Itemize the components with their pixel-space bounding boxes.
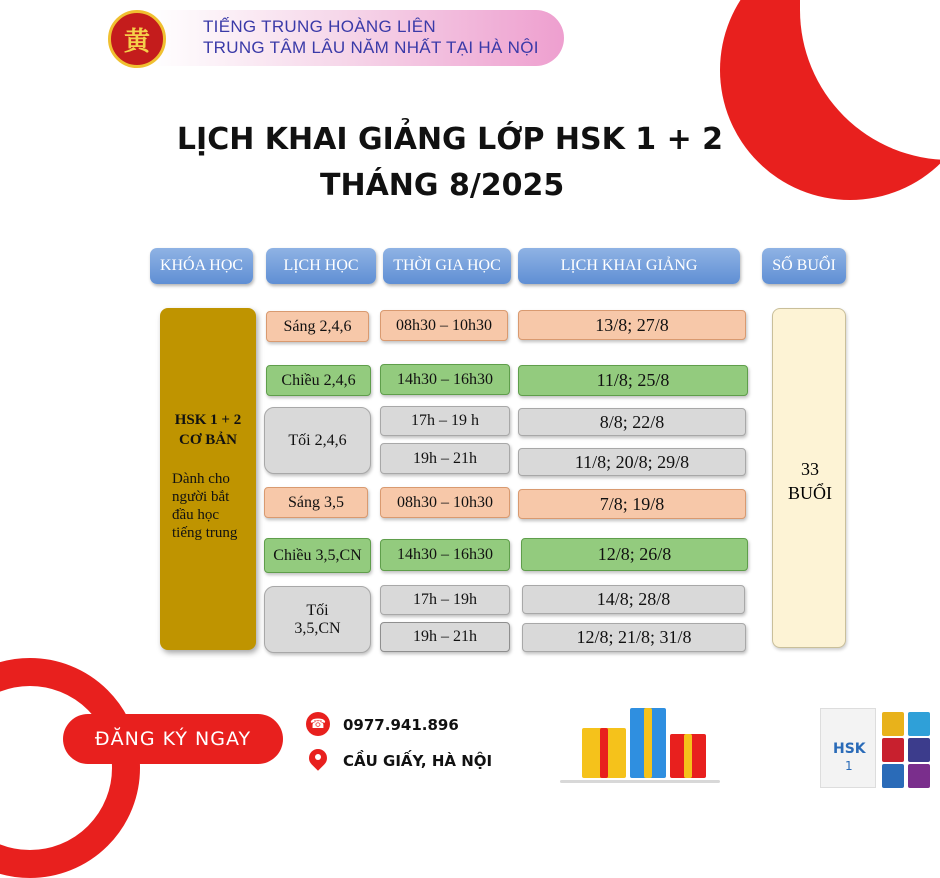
schedule-line1: Tối [306, 601, 329, 619]
book-icon [882, 738, 904, 762]
phone-icon: ☎ [306, 712, 330, 736]
brand-name: TIẾNG TRUNG HOÀNG LIÊN [203, 17, 436, 36]
time-cell: 08h30 – 10h30 [380, 310, 508, 341]
gift-boxes-illustration [560, 684, 720, 784]
schedule-line2: 3,5,CN [294, 619, 341, 637]
start-date-cell: 12/8; 21/8; 31/8 [522, 623, 746, 652]
course-name-line2: CƠ BẢN [179, 432, 237, 448]
hsk-book-cover [820, 708, 876, 788]
start-date-cell: 14/8; 28/8 [522, 585, 745, 614]
schedule-cell: Chiều 2,4,6 [266, 365, 371, 396]
course-name-line1: HSK 1 + 2 [174, 412, 242, 428]
book-icon [882, 712, 904, 736]
logo-character: 黄 [123, 26, 150, 57]
schedule-cell: Sáng 2,4,6 [266, 311, 369, 342]
phone-number: 0977.941.896 [343, 716, 459, 734]
hsk-book-number: 1 [845, 759, 853, 773]
page-subtitle: THÁNG 8/2025 [320, 168, 565, 203]
gift-shadow [560, 780, 720, 783]
start-date-cell: 11/8; 25/8 [518, 365, 748, 396]
time-cell: 14h30 – 16h30 [380, 539, 510, 571]
brand-tagline: TRUNG TÂM LÂU NĂM NHẤT TẠI HÀ NỘI [203, 38, 539, 57]
sessions-number: 33 [801, 459, 819, 479]
book-icon [882, 764, 904, 788]
start-date-cell: 12/8; 26/8 [521, 538, 748, 571]
sessions-unit: BUỔI [788, 483, 832, 503]
address-text: CẦU GIẤY, HÀ NỘI [343, 752, 493, 770]
start-date-cell: 7/8; 19/8 [518, 489, 746, 519]
header-start-dates: LỊCH KHAI GIẢNG [518, 248, 740, 284]
header-schedule: LỊCH HỌC [266, 248, 376, 284]
time-cell: 19h – 21h [380, 443, 510, 474]
hsk-book-label: HSK [833, 741, 866, 757]
page-title: LỊCH KHAI GIẢNG LỚP HSK 1 + 2 [176, 122, 724, 157]
hsk-books-illustration [820, 708, 940, 788]
book-icon [908, 738, 930, 762]
register-button[interactable]: ĐĂNG KÝ NGAY [63, 714, 283, 764]
course-name [160, 410, 256, 450]
book-icon [908, 764, 930, 788]
course-description: Dành cho người bắt đầu học tiếng trung [172, 471, 238, 541]
sessions-count [773, 457, 847, 505]
schedule-cell [264, 586, 371, 653]
start-date-cell: 13/8; 27/8 [518, 310, 746, 340]
header-sessions: SỐ BUỔI [762, 248, 846, 284]
time-cell: 19h – 21h [380, 622, 510, 652]
location-pin-dot [315, 754, 321, 760]
gift-yellow-ribbon [600, 728, 608, 778]
start-date-cell: 8/8; 22/8 [518, 408, 746, 436]
course-cell [160, 308, 256, 650]
schedule-cell: Sáng 3,5 [264, 487, 368, 518]
gift-red-ribbon [684, 734, 692, 778]
schedule-cell: Chiều 3,5,CN [264, 538, 371, 573]
sessions-cell [772, 308, 846, 648]
book-icon [908, 712, 930, 736]
header-time: THỜI GIA HỌC [383, 248, 511, 284]
brand-text [203, 16, 539, 58]
header-course: KHÓA HỌC [150, 248, 253, 284]
time-cell: 17h – 19h [380, 585, 510, 615]
start-date-cell: 11/8; 20/8; 29/8 [518, 448, 746, 476]
brand-logo [108, 10, 166, 68]
corner-decoration-bottom-left [0, 658, 140, 878]
time-cell: 08h30 – 10h30 [380, 487, 510, 518]
time-cell: 14h30 – 16h30 [380, 364, 510, 395]
time-cell: 17h – 19 h [380, 406, 510, 436]
gift-blue-ribbon [644, 708, 652, 778]
schedule-cell: Tối 2,4,6 [264, 407, 371, 474]
